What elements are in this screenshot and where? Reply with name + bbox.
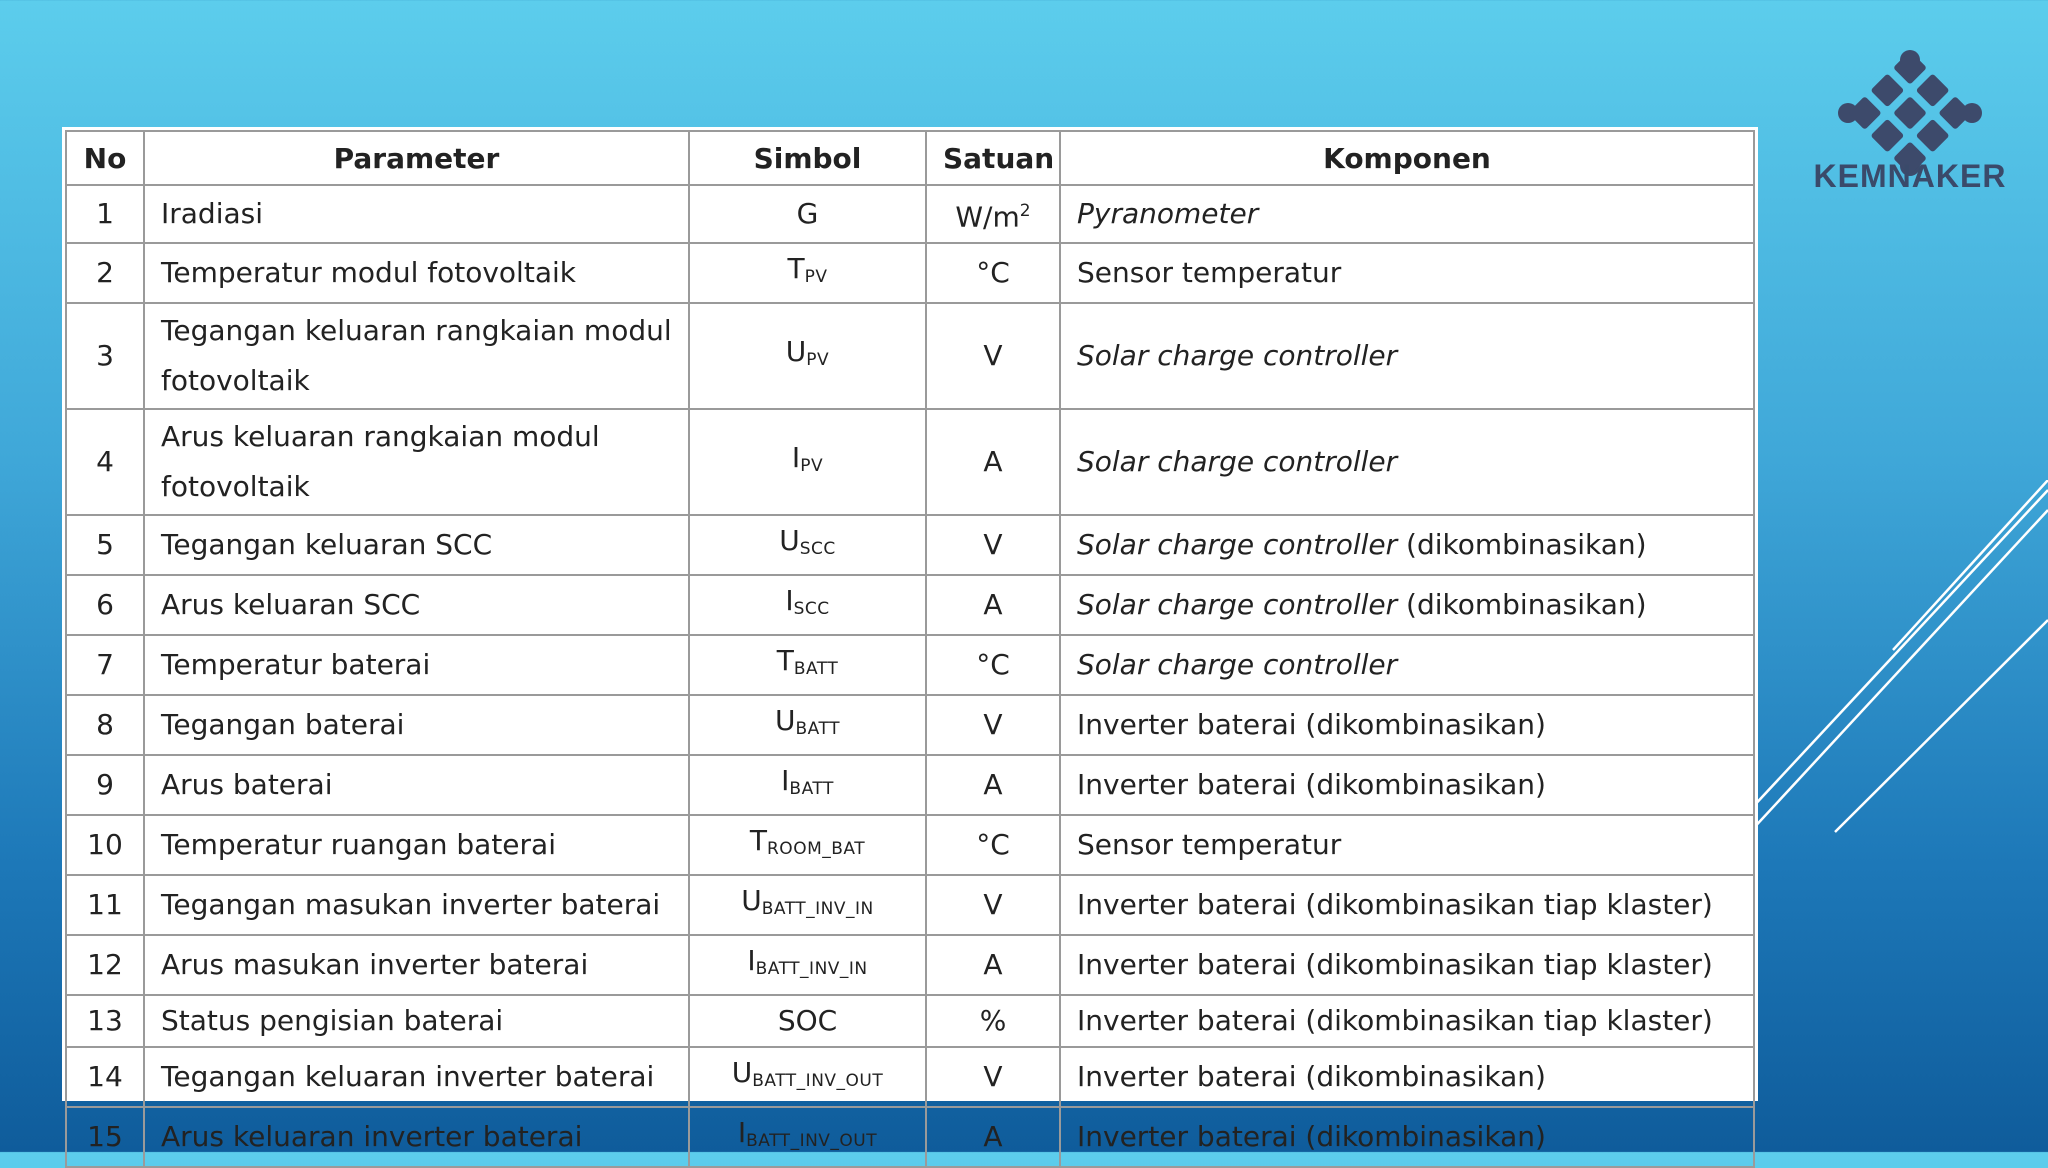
table-row xyxy=(66,575,1754,635)
cell-no: 3 xyxy=(66,303,144,409)
cell-parameter: Tegangan keluaran inverter baterai xyxy=(144,1047,689,1107)
cell-no: 5 xyxy=(66,515,144,575)
cell-parameter: Tegangan keluaran SCC xyxy=(144,515,689,575)
table-row xyxy=(66,695,1754,755)
cell-component: Pyranometer xyxy=(1060,185,1754,243)
cell-unit: °C xyxy=(926,635,1060,695)
table-header-row xyxy=(66,131,1754,185)
cell-symbol: $I_{BATT\_INV\_OUT}$ xyxy=(689,1107,926,1167)
cell-symbol: $I_{BATT\_INV\_IN}$ xyxy=(689,935,926,995)
cell-symbol: $T_{ROOM\_BAT}$ xyxy=(689,815,926,875)
cell-parameter: Arus keluaran inverter baterai xyxy=(144,1107,689,1167)
cell-symbol: $U_{SCC}$ xyxy=(689,515,926,575)
cell-unit: % xyxy=(926,995,1060,1047)
table-row xyxy=(66,515,1754,575)
header-simbol: Simbol xyxy=(689,131,926,185)
cell-component: Inverter baterai (dikombinasikan tiap klaster) xyxy=(1060,935,1754,995)
cell-parameter: Arus keluaran rangkaian modul fotovoltaik xyxy=(144,409,689,515)
cell-unit: A xyxy=(926,755,1060,815)
cell-component: Inverter baterai (dikombinasikan) xyxy=(1060,1047,1754,1107)
cell-parameter: Iradiasi xyxy=(144,185,689,243)
cell-unit: A xyxy=(926,1107,1060,1167)
cell-symbol: $I_{BATT}$ xyxy=(689,755,926,815)
cell-component: Solar charge controller (dikombinasikan) xyxy=(1060,575,1754,635)
cell-component: Solar charge controller xyxy=(1060,409,1754,515)
table-row xyxy=(66,1107,1754,1167)
cell-symbol: $U_{BATT\_INV\_OUT}$ xyxy=(689,1047,926,1107)
cell-symbol: G xyxy=(689,185,926,243)
cell-parameter: Arus masukan inverter baterai xyxy=(144,935,689,995)
cell-unit: V xyxy=(926,695,1060,755)
cell-component: Inverter baterai (dikombinasikan tiap klaster) xyxy=(1060,875,1754,935)
table-row xyxy=(66,409,1754,515)
cell-symbol: $T_{PV}$ xyxy=(689,243,926,303)
table-row xyxy=(66,1047,1754,1107)
cell-no: 8 xyxy=(66,695,144,755)
logo-text: KEMNAKER xyxy=(1813,158,2007,194)
cell-parameter: Arus baterai xyxy=(144,755,689,815)
cell-unit: A xyxy=(926,575,1060,635)
cell-component: Sensor temperatur xyxy=(1060,815,1754,875)
table-row xyxy=(66,635,1754,695)
table-row xyxy=(66,815,1754,875)
cell-parameter: Temperatur ruangan baterai xyxy=(144,815,689,875)
table-row xyxy=(66,935,1754,995)
cell-no: 12 xyxy=(66,935,144,995)
header-satuan: Satuan xyxy=(926,131,1060,185)
cell-component: Solar charge controller (dikombinasikan) xyxy=(1060,515,1754,575)
cell-symbol: $I_{PV}$ xyxy=(689,409,926,515)
cell-symbol: SOC xyxy=(689,995,926,1047)
cell-unit: V xyxy=(926,875,1060,935)
cell-symbol: $T_{BATT}$ xyxy=(689,635,926,695)
header-no: No xyxy=(66,131,144,185)
header-parameter: Parameter xyxy=(144,131,689,185)
table-row xyxy=(66,755,1754,815)
cell-parameter: Tegangan keluaran rangkaian modul fotovoltaik xyxy=(144,303,689,409)
cell-parameter: Temperatur modul fotovoltaik xyxy=(144,243,689,303)
table-row xyxy=(66,243,1754,303)
cell-parameter: Tegangan baterai xyxy=(144,695,689,755)
table-row xyxy=(66,875,1754,935)
cell-no: 10 xyxy=(66,815,144,875)
cell-no: 2 xyxy=(66,243,144,303)
cell-symbol: $U_{BATT\_INV\_IN}$ xyxy=(689,875,926,935)
cell-component: Inverter baterai (dikombinasikan tiap klaster) xyxy=(1060,995,1754,1047)
table-row xyxy=(66,303,1754,409)
cell-unit: V xyxy=(926,303,1060,409)
cell-no: 4 xyxy=(66,409,144,515)
header-komponen: Komponen xyxy=(1060,131,1754,185)
table-row xyxy=(66,995,1754,1047)
cell-symbol: $I_{SCC}$ xyxy=(689,575,926,635)
cell-component: Inverter baterai (dikombinasikan) xyxy=(1060,1107,1754,1167)
cell-unit: A xyxy=(926,409,1060,515)
cell-no: 6 xyxy=(66,575,144,635)
cell-parameter: Arus keluaran SCC xyxy=(144,575,689,635)
cell-no: 15 xyxy=(66,1107,144,1167)
decorative-lines xyxy=(1750,480,2048,840)
cell-symbol: $U_{BATT}$ xyxy=(689,695,926,755)
cell-component: Solar charge controller xyxy=(1060,635,1754,695)
cell-parameter: Temperatur baterai xyxy=(144,635,689,695)
cell-unit: A xyxy=(926,935,1060,995)
cell-component: Sensor temperatur xyxy=(1060,243,1754,303)
cell-no: 9 xyxy=(66,755,144,815)
cell-unit: V xyxy=(926,515,1060,575)
table-row xyxy=(66,185,1754,243)
cell-no: 11 xyxy=(66,875,144,935)
cell-symbol: $U_{PV}$ xyxy=(689,303,926,409)
cell-no: 14 xyxy=(66,1047,144,1107)
cell-no: 13 xyxy=(66,995,144,1047)
cell-component: Solar charge controller xyxy=(1060,303,1754,409)
cell-unit: V xyxy=(926,1047,1060,1107)
cell-parameter: Status pengisian baterai xyxy=(144,995,689,1047)
parameter-table xyxy=(65,130,1755,1168)
cell-component: Inverter baterai (dikombinasikan) xyxy=(1060,755,1754,815)
parameter-table-card xyxy=(62,127,1758,1154)
cell-unit: °C xyxy=(926,815,1060,875)
cell-no: 7 xyxy=(66,635,144,695)
cell-component: Inverter baterai (dikombinasikan) xyxy=(1060,695,1754,755)
cell-no: 1 xyxy=(66,185,144,243)
cell-unit: $W/m^2$ xyxy=(926,185,1060,243)
cell-unit: °C xyxy=(926,243,1060,303)
cell-parameter: Tegangan masukan inverter baterai xyxy=(144,875,689,935)
